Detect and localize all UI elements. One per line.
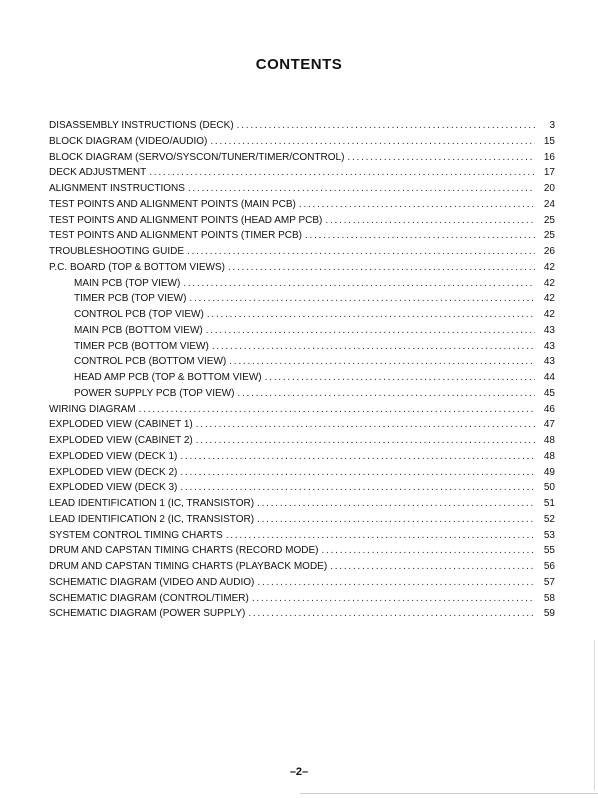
toc-entry-label: DISASSEMBLY INSTRUCTIONS (DECK) xyxy=(49,120,234,131)
toc-dot-leader xyxy=(347,150,535,166)
toc-dot-leader xyxy=(305,228,535,244)
toc-entry-page: 50 xyxy=(543,482,555,494)
toc-entry-page: 25 xyxy=(543,230,555,242)
toc-entry-label: TIMER PCB (TOP VIEW) xyxy=(74,293,187,305)
toc-entry-page: 15 xyxy=(543,135,555,147)
toc-entry-label: TROUBLESHOOTING GUIDE xyxy=(49,246,185,257)
toc-entry-page: 52 xyxy=(543,513,555,525)
toc-entry xyxy=(49,606,555,622)
toc-entry-page: 48 xyxy=(543,450,555,462)
toc-entry-label: TEST POINTS AND ALIGNMENT POINTS (MAIN PCB) xyxy=(49,198,296,210)
toc-entry xyxy=(49,118,555,134)
toc-entry xyxy=(49,213,555,229)
toc-entry-page: 47 xyxy=(543,419,555,431)
toc-dot-leader xyxy=(207,307,535,323)
toc-entry xyxy=(49,181,555,197)
toc-dot-leader xyxy=(188,181,535,197)
table-of-contents xyxy=(49,118,555,622)
toc-entry xyxy=(49,228,555,244)
toc-entry-page: 16 xyxy=(543,151,555,163)
toc-dot-leader xyxy=(321,543,535,559)
toc-dot-leader xyxy=(196,433,535,449)
toc-entry xyxy=(49,370,555,386)
toc-entry-page: 55 xyxy=(543,545,555,557)
toc-entry-label: ALIGNMENT INSTRUCTIONS xyxy=(49,183,185,194)
toc-entry-label: CONTROL PCB (BOTTOM VIEW) xyxy=(74,356,227,368)
toc-dot-leader xyxy=(210,134,535,150)
toc-dot-leader xyxy=(226,528,535,544)
toc-entry xyxy=(49,528,555,544)
toc-entry xyxy=(49,449,555,465)
toc-entry-page: 3 xyxy=(549,120,555,131)
toc-entry-page: 24 xyxy=(543,198,555,210)
toc-entry-label: DECK ADJUSTMENT xyxy=(49,167,147,179)
toc-dot-leader xyxy=(139,402,535,418)
toc-entry-page: 56 xyxy=(543,561,555,572)
toc-entry xyxy=(49,386,555,402)
toc-entry xyxy=(49,402,555,418)
toc-dot-leader xyxy=(257,575,535,591)
toc-entry-label: DRUM AND CAPSTAN TIMING CHARTS (RECORD MODE) xyxy=(49,545,319,557)
toc-entry-label: HEAD AMP PCB (TOP & BOTTOM VIEW) xyxy=(74,372,262,383)
toc-entry xyxy=(49,165,555,181)
page-title: CONTENTS xyxy=(255,56,343,73)
toc-dot-leader xyxy=(299,197,535,213)
toc-entry-page: 20 xyxy=(543,183,555,194)
toc-entry xyxy=(49,197,555,213)
toc-dot-leader xyxy=(248,606,535,622)
toc-entry-label: EXPLODED VIEW (DECK 2) xyxy=(49,466,178,478)
toc-entry-label: BLOCK DIAGRAM (SERVO/SYSCON/TUNER/TIMER/CONTROL) xyxy=(49,151,345,163)
toc-entry-label: TIMER PCB (BOTTOM VIEW) xyxy=(74,340,209,352)
toc-entry-label: BLOCK DIAGRAM (VIDEO/AUDIO) xyxy=(49,135,208,147)
toc-entry xyxy=(49,543,555,559)
toc-entry-page: 53 xyxy=(543,529,555,541)
page-number: –2– xyxy=(289,766,309,778)
toc-entry-label: EXPLODED VIEW (CABINET 2) xyxy=(49,435,193,446)
toc-entry-label: DRUM AND CAPSTAN TIMING CHARTS (PLAYBACK MODE) xyxy=(49,561,328,572)
toc-entry-label: SYSTEM CONTROL TIMING CHARTS xyxy=(49,529,223,541)
toc-entry xyxy=(49,512,555,528)
toc-entry-label: P.C. BOARD (TOP & BOTTOM VIEWS) xyxy=(49,261,225,273)
toc-entry-label: WIRING DIAGRAM xyxy=(49,403,136,415)
toc-entry-label: LEAD IDENTIFICATION 2 (IC, TRANSISTOR) xyxy=(49,513,255,525)
toc-entry-label: SCHEMATIC DIAGRAM (POWER SUPPLY) xyxy=(49,608,246,620)
toc-entry-page: 42 xyxy=(543,293,555,305)
toc-entry xyxy=(49,339,555,355)
toc-entry xyxy=(49,559,555,575)
toc-dot-leader xyxy=(149,165,535,181)
toc-entry-page: 25 xyxy=(543,214,555,226)
toc-dot-leader xyxy=(330,559,535,575)
toc-entry-page: 26 xyxy=(543,246,555,257)
toc-dot-leader xyxy=(228,260,535,276)
toc-entry xyxy=(49,276,555,292)
toc-dot-leader xyxy=(189,291,535,307)
toc-dot-leader xyxy=(187,244,535,260)
scan-bottom-mark xyxy=(300,793,598,794)
toc-dot-leader xyxy=(265,370,535,386)
toc-entry-page: 59 xyxy=(543,608,555,620)
scan-edge-mark xyxy=(594,640,595,790)
toc-entry xyxy=(49,323,555,339)
toc-entry xyxy=(49,433,555,449)
toc-dot-leader xyxy=(183,276,535,292)
toc-entry xyxy=(49,244,555,260)
toc-entry-label: MAIN PCB (BOTTOM VIEW) xyxy=(74,324,203,336)
toc-entry-label: CONTROL PCB (TOP VIEW) xyxy=(74,309,204,320)
toc-entry-label: EXPLODED VIEW (CABINET 1) xyxy=(49,419,193,431)
toc-entry-label: POWER SUPPLY PCB (TOP VIEW) xyxy=(74,387,235,399)
toc-entry-label: LEAD IDENTIFICATION 1 (IC, TRANSISTOR) xyxy=(49,498,255,509)
toc-dot-leader xyxy=(229,354,535,370)
toc-dot-leader xyxy=(257,496,535,512)
toc-entry xyxy=(49,591,555,607)
toc-entry-page: 43 xyxy=(543,356,555,368)
toc-entry-label: SCHEMATIC DIAGRAM (VIDEO AND AUDIO) xyxy=(49,576,255,588)
toc-entry-page: 42 xyxy=(543,277,555,289)
toc-dot-leader xyxy=(257,512,535,528)
toc-entry-page: 42 xyxy=(543,309,555,320)
toc-dot-leader xyxy=(180,465,535,481)
toc-entry-page: 17 xyxy=(543,167,555,179)
toc-entry xyxy=(49,150,555,166)
toc-dot-leader xyxy=(196,417,535,433)
toc-entry-label: TEST POINTS AND ALIGNMENT POINTS (TIMER PCB) xyxy=(49,230,302,242)
toc-entry-page: 58 xyxy=(543,592,555,604)
toc-entry xyxy=(49,496,555,512)
toc-entry-page: 46 xyxy=(543,403,555,415)
toc-entry-page: 48 xyxy=(543,435,555,446)
toc-entry xyxy=(49,465,555,481)
toc-entry-page: 57 xyxy=(543,576,555,588)
toc-dot-leader xyxy=(212,339,535,355)
toc-entry-label: SCHEMATIC DIAGRAM (CONTROL/TIMER) xyxy=(49,592,249,604)
toc-entry-label: EXPLODED VIEW (DECK 3) xyxy=(49,482,178,494)
toc-entry-page: 43 xyxy=(543,324,555,336)
toc-entry xyxy=(49,417,555,433)
toc-entry xyxy=(49,575,555,591)
toc-entry-label: MAIN PCB (TOP VIEW) xyxy=(74,277,181,289)
toc-entry-label: TEST POINTS AND ALIGNMENT POINTS (HEAD AMP PCB) xyxy=(49,214,323,226)
toc-entry-page: 43 xyxy=(543,340,555,352)
toc-entry-page: 49 xyxy=(543,466,555,478)
toc-entry xyxy=(49,260,555,276)
toc-dot-leader xyxy=(237,386,535,402)
toc-entry xyxy=(49,480,555,496)
toc-entry-page: 44 xyxy=(543,372,555,383)
toc-entry xyxy=(49,134,555,150)
toc-dot-leader xyxy=(325,213,535,229)
toc-entry xyxy=(49,291,555,307)
toc-dot-leader xyxy=(180,480,535,496)
toc-entry xyxy=(49,307,555,323)
toc-entry-page: 45 xyxy=(543,387,555,399)
toc-entry-page: 42 xyxy=(543,261,555,273)
toc-entry-label: EXPLODED VIEW (DECK 1) xyxy=(49,450,178,462)
toc-entry-page: 51 xyxy=(543,498,555,509)
toc-dot-leader xyxy=(206,323,535,339)
toc-dot-leader xyxy=(252,591,535,607)
toc-dot-leader xyxy=(180,449,535,465)
toc-dot-leader xyxy=(237,118,535,134)
toc-entry xyxy=(49,354,555,370)
